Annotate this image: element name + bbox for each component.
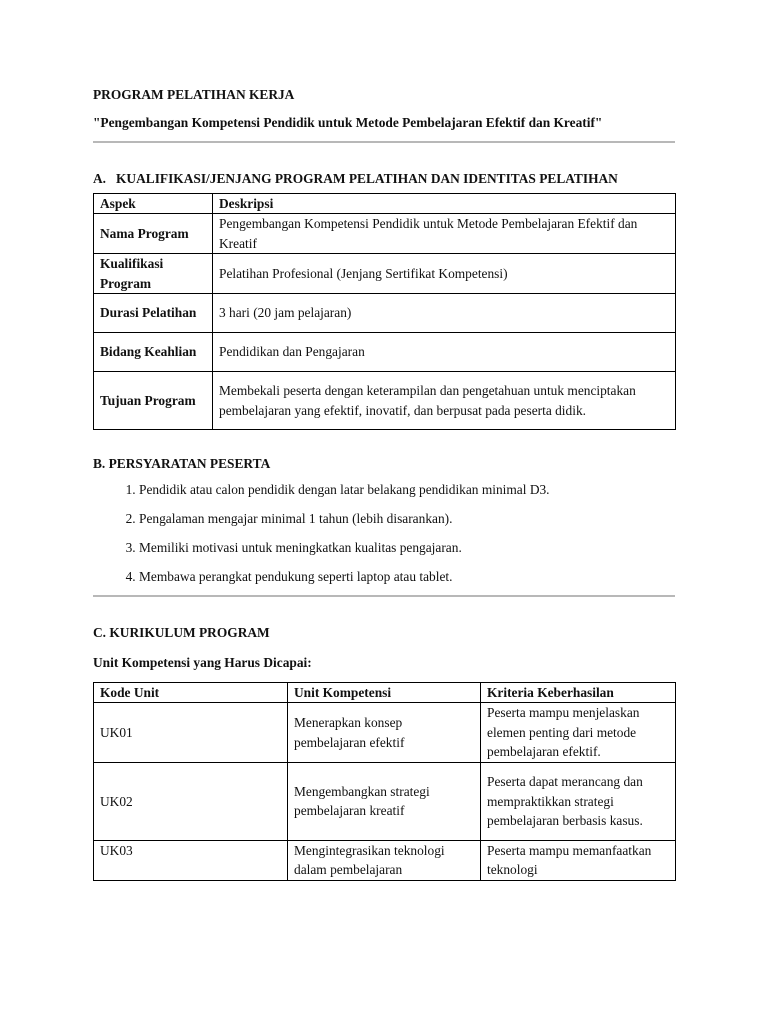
deskripsi-cell: Pelatihan Profesional (Jenjang Sertifikat Kompetensi) (213, 254, 676, 294)
aspek-cell: Tujuan Program (94, 372, 213, 430)
section-c-heading: C. KURIKULUM PROGRAM (93, 624, 270, 640)
unit-cell: Menerapkan konsep pembelajaran efektif (288, 703, 481, 763)
curriculum-table (93, 682, 676, 881)
unit-cell: Mengintegrasikan teknologi dalam pembelajaran (288, 840, 481, 880)
deskripsi-cell: 3 hari (20 jam pelajaran) (213, 294, 676, 333)
header-kode-unit: Kode Unit (94, 682, 288, 703)
document-subtitle: "Pengembangan Kompetensi Pendidik untuk Metode Pembelajaran Efektif dan Kreatif" (93, 115, 603, 130)
table-header-row (94, 193, 676, 214)
table-row (94, 333, 676, 372)
aspek-cell: Bidang Keahlian (94, 333, 213, 372)
header-unit-kompetensi: Unit Kompetensi (288, 682, 481, 703)
divider (93, 595, 675, 597)
table-row (94, 254, 676, 294)
header-aspek: Aspek (94, 193, 213, 214)
list-item: 1. Pendidik atau calon pendidik dengan latar belakang pendidikan minimal D3. (139, 480, 675, 500)
aspek-cell: Durasi Pelatihan (94, 294, 213, 333)
unit-cell: Mengembangkan strategi pembelajaran kreatif (288, 762, 481, 840)
aspek-cell: Nama Program (94, 214, 213, 254)
table-header-row (94, 682, 676, 703)
section-b-heading: B. PERSYARATAN PESERTA (93, 456, 271, 471)
table-row (94, 762, 676, 840)
header-kriteria: Kriteria Keberhasilan (481, 682, 676, 703)
list-item: 2. Pengalaman mengajar minimal 1 tahun (lebih disarankan). (139, 509, 675, 529)
section-a-heading (93, 169, 675, 189)
kriteria-cell: Peserta mampu memanfaatkan teknologi (481, 840, 676, 880)
table-row (94, 840, 676, 880)
document-page (93, 85, 675, 881)
header-deskripsi: Deskripsi (213, 193, 676, 214)
table-row (94, 214, 676, 254)
document-title: PROGRAM PELATIHAN KERJA (93, 87, 295, 102)
table-row (94, 372, 676, 430)
kriteria-cell: Peserta mampu menjelaskan elemen penting dari metode pembelajaran efektif. (481, 703, 676, 763)
table-row (94, 294, 676, 333)
list-item: 4. Membawa perangkat pendukung seperti laptop atau tablet. (139, 567, 675, 587)
list-item: 3. Memiliki motivasi untuk meningkatkan kualitas pengajaran. (139, 538, 675, 558)
kode-cell: UK03 (94, 840, 288, 880)
divider (93, 141, 675, 143)
aspek-cell: Kualifikasi Program (94, 254, 213, 294)
kriteria-cell: Peserta dapat merancang dan mempraktikkan strategi pembelajaran berbasis kasus. (481, 762, 676, 840)
section-a-title: KUALIFIKASI/JENJANG PROGRAM PELATIHAN DAN IDENTITAS PELATIHAN (116, 171, 618, 186)
deskripsi-cell: Membekali peserta dengan keterampilan dan pengetahuan untuk menciptakan pembelajaran yang efektif, inovatif, dan berpusat pada peserta didik. (213, 372, 676, 430)
kode-cell: UK01 (94, 703, 288, 763)
program-identity-table (93, 193, 676, 431)
table-row (94, 703, 676, 763)
requirements-list (93, 480, 675, 587)
deskripsi-cell: Pendidikan dan Pengajaran (213, 333, 676, 372)
kode-cell: UK02 (94, 762, 288, 840)
deskripsi-cell: Pengembangan Kompetensi Pendidik untuk Metode Pembelajaran Efektif dan Kreatif (213, 214, 676, 254)
section-a-letter: A. (93, 171, 107, 186)
competency-units-heading: Unit Kompetensi yang Harus Dicapai: (93, 655, 312, 671)
